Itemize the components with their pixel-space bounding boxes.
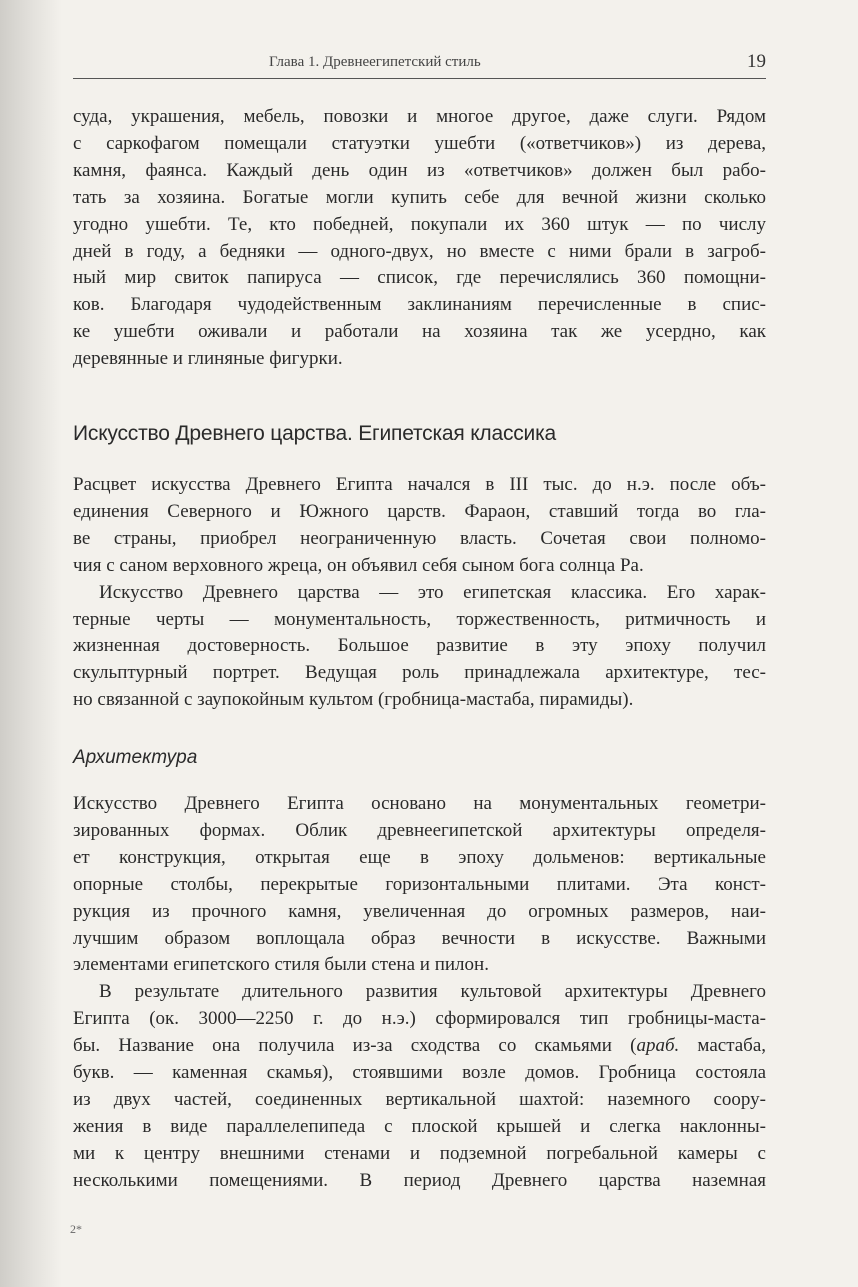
text-line: рукция из прочного камня, увеличенная до огромных размеров, наи- bbox=[73, 900, 766, 922]
text-line: Расцвет искусства Древнего Египта начался в III тыс. до н.э. после объ- bbox=[73, 474, 766, 495]
text-line: ми к центру внешними стенами и подземной погребальной камеры с bbox=[73, 1142, 766, 1164]
chapter-title: Глава 1. Древнеегипетский стиль bbox=[269, 54, 481, 70]
text-line: ке ушебти оживали и работали на хозяина так же усердно, как bbox=[73, 321, 766, 343]
text-line: Египта (ок. 3000—2250 г. до н.э.) сформировался тип гробницы-маста- bbox=[73, 1008, 766, 1030]
text-line: ный мир свиток папируса — список, где перечислялись 360 помощни- bbox=[73, 267, 766, 289]
text-line: терные черты — монументальность, торжественность, ритмичность и bbox=[73, 608, 766, 630]
text-line: букв. — каменная скамья), стоявшими возле домов. Гробница состояла bbox=[73, 1062, 766, 1084]
text-line: с саркофагом помещали статуэтки ушебти («ответчиков») из дерева, bbox=[73, 132, 766, 154]
paragraph-mastaba bbox=[73, 979, 766, 1194]
text-line: дней в году, а бедняки — одного-двух, но вместе с ними брали в загроб- bbox=[73, 240, 766, 262]
text-line: ков. Благодаря чудодейственным заклинаниям перечисленные в спис- bbox=[73, 294, 766, 316]
italic-abbreviation: араб. bbox=[636, 1035, 680, 1057]
text-line: зированных формах. Облик древнеегипетской архитектуры определя- bbox=[73, 819, 766, 841]
running-header bbox=[73, 48, 766, 79]
text-line: Искусство Древнего Египта основано на монументальных геометри- bbox=[73, 793, 766, 814]
text-line: деревянные и глиняные фигурки. bbox=[73, 348, 343, 370]
signature-mark: 2* bbox=[70, 1222, 82, 1236]
paragraph-old-kingdom-dawn bbox=[73, 472, 766, 580]
paragraph-old-kingdom-classic bbox=[73, 580, 766, 715]
text-line: жизненная достоверность. Большое развитие в эту эпоху получил bbox=[73, 635, 766, 657]
text-line: скульптурный портрет. Ведущая роль принадлежала архитектуре, тес- bbox=[73, 662, 766, 684]
subsection-heading: Архитектура bbox=[73, 747, 198, 768]
text-line: В результате длительного развития культовой архитектуры Древнего bbox=[99, 981, 766, 1003]
text-line: ве страны, приобрел неограниченную власть. Сочетая свои полномо- bbox=[73, 527, 766, 549]
text-line: бы. Название она получила из-за сходства со скамьями (араб. мастаба, bbox=[73, 1035, 767, 1057]
text-line: ет конструкция, открытая еще в эпоху дольменов: вертикальные bbox=[73, 846, 766, 868]
page-binding-shadow bbox=[0, 0, 62, 1287]
text-line: суда, украшения, мебель, повозки и многое другое, даже слуги. Рядом bbox=[73, 106, 766, 127]
paragraph-ushebti bbox=[73, 104, 766, 373]
text-line: лучшим образом воплощала образ вечности в искусстве. Важными bbox=[73, 927, 766, 949]
text-line: угодно ушебти. Те, кто победней, покупали их 360 штук — по числу bbox=[73, 213, 766, 235]
text-line: но связанной с заупокойным культом (гробница-мастаба, пирамиды). bbox=[73, 689, 634, 711]
page-number: 19 bbox=[747, 51, 766, 72]
text-line: несколькими помещениями. В период Древнего царства наземная bbox=[73, 1169, 766, 1191]
text-line: единения Северного и Южного царств. Фараон, ставший тогда во гла- bbox=[73, 500, 766, 522]
text-line: жения в виде параллелепипеда с плоской крышей и слегка наклонны- bbox=[73, 1115, 766, 1137]
text-line: элементами египетского стиля были стена и пилон. bbox=[73, 954, 489, 976]
paragraph-architecture bbox=[73, 791, 766, 979]
text-line: чия с саном верховного жреца, он объявил себя сыном бога солнца Ра. bbox=[73, 554, 644, 576]
text-line: камня, фаянса. Каждый день один из «ответчиков» должен был рабо- bbox=[73, 159, 766, 181]
text-line: из двух частей, соединенных вертикальной шахтой: наземного соору- bbox=[73, 1088, 766, 1110]
text-line: опорные столбы, перекрытые горизонтальными плитами. Эта конст- bbox=[73, 873, 766, 895]
section-heading: Искусство Древнего царства. Египетская классика bbox=[73, 422, 557, 445]
text-line: тать за хозяина. Богатые могли купить себе для вечной жизни сколько bbox=[73, 186, 766, 208]
text-line: Искусство Древнего царства — это египетская классика. Его харак- bbox=[99, 581, 766, 603]
